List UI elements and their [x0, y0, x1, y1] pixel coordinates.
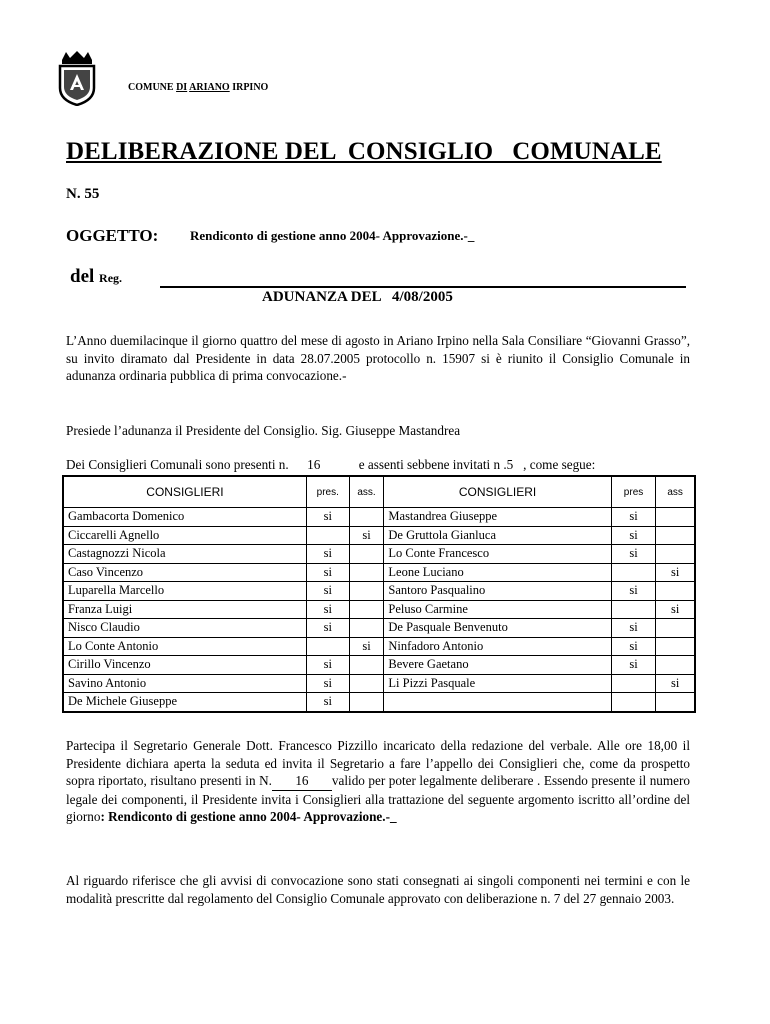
right-ass: [656, 526, 695, 545]
left-name: Gambacorta Domenico: [63, 508, 306, 527]
table-row: [63, 674, 695, 693]
left-ass: [349, 508, 384, 527]
table-row: [63, 508, 695, 527]
right-ass: [656, 545, 695, 564]
left-ass: [349, 693, 384, 712]
header-consiglieri-left: CONSIGLIERI: [63, 476, 306, 508]
right-pres: si: [611, 526, 656, 545]
right-ass: [656, 582, 695, 601]
presenti-count: 16: [307, 457, 321, 472]
left-pres: si: [306, 545, 349, 564]
left-ass: [349, 582, 384, 601]
left-ass: si: [349, 526, 384, 545]
right-pres: [611, 563, 656, 582]
presenti-number: 16: [272, 772, 332, 791]
left-ass: [349, 563, 384, 582]
left-pres: si: [306, 674, 349, 693]
left-ass: si: [349, 637, 384, 656]
right-name: Li Pizzi Pasquale: [384, 674, 611, 693]
left-ass: [349, 674, 384, 693]
coat-of-arms-icon: [56, 50, 98, 106]
left-ass: [349, 619, 384, 638]
right-pres: si: [611, 656, 656, 675]
left-pres: si: [306, 619, 349, 638]
left-pres: si: [306, 656, 349, 675]
right-pres: [611, 674, 656, 693]
comune-di: DI: [176, 82, 188, 93]
right-name: De Pasquale Benvenuto: [384, 619, 611, 638]
oggetto-text: Rendiconto di gestione anno 2004- Approvazione.-_: [190, 228, 475, 243]
intro-paragraph: L’Anno duemilacinque il giorno quattro del mese di agosto in Ariano Irpino nella Sala Consiliare “Giovanni Grasso”, su invito diramato dal Presidente in data 28.07.2005 protocollo n. 15907 si è riunito il Consiglio Comunale in adunanza ordinaria pubblica di prima convocazione.-: [66, 333, 690, 383]
left-name: Ciccarelli Agnello: [63, 526, 306, 545]
left-name: Lo Conte Antonio: [63, 637, 306, 656]
table-row: [63, 526, 695, 545]
assenti-text: e assenti sebbene invitati n .5 , come segue:: [358, 457, 596, 472]
del-reg-label: [70, 266, 122, 288]
comune-suffix: IRPINO: [229, 82, 269, 93]
presiede-paragraph: Presiede l’adunanza il Presidente del Consiglio. Sig. Giuseppe Mastandrea: [66, 423, 461, 438]
right-name: Peluso Carmine: [384, 600, 611, 619]
header-ass-right: ass: [656, 476, 695, 508]
right-pres: [611, 693, 656, 712]
left-name: Nisco Claudio: [63, 619, 306, 638]
right-ass: [656, 508, 695, 527]
right-pres: si: [611, 545, 656, 564]
right-name: Santoro Pasqualino: [384, 582, 611, 601]
table-header-row: [63, 476, 695, 508]
segretario-text: Partecipa il Segretario Generale Dott. Francesco Pizzillo incaricato della redazione del verbale. Alle ore 18,00 il Presidente dichiara aperta la seduta ed invita il Segretario a fare l’appello dei Consiglieri che, come da prospetto sopra riportato, risultano presenti in N.: [66, 738, 690, 788]
right-ass: si: [656, 674, 695, 693]
reg-label: Reg.: [99, 271, 123, 285]
left-name: Franza Luigi: [63, 600, 306, 619]
right-pres: si: [611, 508, 656, 527]
left-pres: si: [306, 563, 349, 582]
right-name: Mastandrea Giuseppe: [384, 508, 611, 527]
left-pres: si: [306, 582, 349, 601]
left-ass: [349, 656, 384, 675]
left-ass: [349, 545, 384, 564]
header-consiglieri-right: CONSIGLIERI: [384, 476, 611, 508]
left-name: Caso Vincenzo: [63, 563, 306, 582]
left-name: Cirillo Vincenzo: [63, 656, 306, 675]
table-row: [63, 582, 695, 601]
legale-text: valido per poter legalmente deliberare . Essendo presente il numero legale dei componenti, il Presidente invita i Consiglieri alla trattazione del seguente argomento iscritto all’ordine del giorno: [66, 773, 690, 824]
right-name: Ninfadoro Antonio: [384, 637, 611, 656]
right-name: [384, 693, 611, 712]
right-pres: [611, 600, 656, 619]
argomento-bold: : Rendiconto di gestione anno 2004- Approvazione.-_: [100, 809, 397, 824]
segretario-paragraph: [66, 737, 690, 826]
right-ass: si: [656, 563, 695, 582]
comune-name: ARIANO: [189, 82, 230, 93]
right-ass: si: [656, 600, 695, 619]
left-pres: [306, 526, 349, 545]
right-name: Leone Luciano: [384, 563, 611, 582]
deliberation-number: N. 55: [66, 186, 100, 202]
table-row: [63, 619, 695, 638]
comune-prefix: COMUNE: [128, 82, 177, 93]
left-pres: si: [306, 508, 349, 527]
right-ass: [656, 656, 695, 675]
table-row: [63, 600, 695, 619]
adunanza-date: ADUNANZA DEL 4/08/2005: [262, 289, 453, 305]
right-name: Lo Conte Francesco: [384, 545, 611, 564]
right-name: De Gruttola Gianluca: [384, 526, 611, 545]
presenti-text: Dei Consiglieri Comunali sono presenti n.: [66, 457, 289, 472]
left-name: Castagnozzi Nicola: [63, 545, 306, 564]
reg-underline: [160, 286, 686, 288]
presenti-paragraph: [66, 456, 690, 474]
left-pres: si: [306, 693, 349, 712]
consiglieri-table: [62, 475, 696, 713]
table-row: [63, 637, 695, 656]
table-row: [63, 563, 695, 582]
oggetto-label: OGGETTO:: [66, 226, 159, 245]
left-pres: si: [306, 600, 349, 619]
table-row: [63, 545, 695, 564]
header-pres-right: pres: [611, 476, 656, 508]
table-row: [63, 656, 695, 675]
right-ass: [656, 693, 695, 712]
table-row: [63, 693, 695, 712]
right-name: Bevere Gaetano: [384, 656, 611, 675]
left-name: Luparella Marcello: [63, 582, 306, 601]
left-pres: [306, 637, 349, 656]
right-pres: si: [611, 637, 656, 656]
comune-header: [128, 82, 268, 93]
left-name: Savino Antonio: [63, 674, 306, 693]
right-ass: [656, 619, 695, 638]
right-pres: si: [611, 619, 656, 638]
right-pres: si: [611, 582, 656, 601]
convocazione-paragraph: Al riguardo riferisce che gli avvisi di convocazione sono stati consegnati ai singoli componenti nei termini e con le modalità prescritte dal regolamento del Consiglio Comunale approvato con deliberazione n. 7 del 27 gennaio 2003.: [66, 873, 690, 906]
document-title: DELIBERAZIONE DEL CONSIGLIO COMUNALE: [66, 138, 662, 165]
left-ass: [349, 600, 384, 619]
right-ass: [656, 637, 695, 656]
left-name: De Michele Giuseppe: [63, 693, 306, 712]
header-ass-left: ass.: [349, 476, 384, 508]
header-pres-left: pres.: [306, 476, 349, 508]
del-label: del: [70, 266, 95, 287]
